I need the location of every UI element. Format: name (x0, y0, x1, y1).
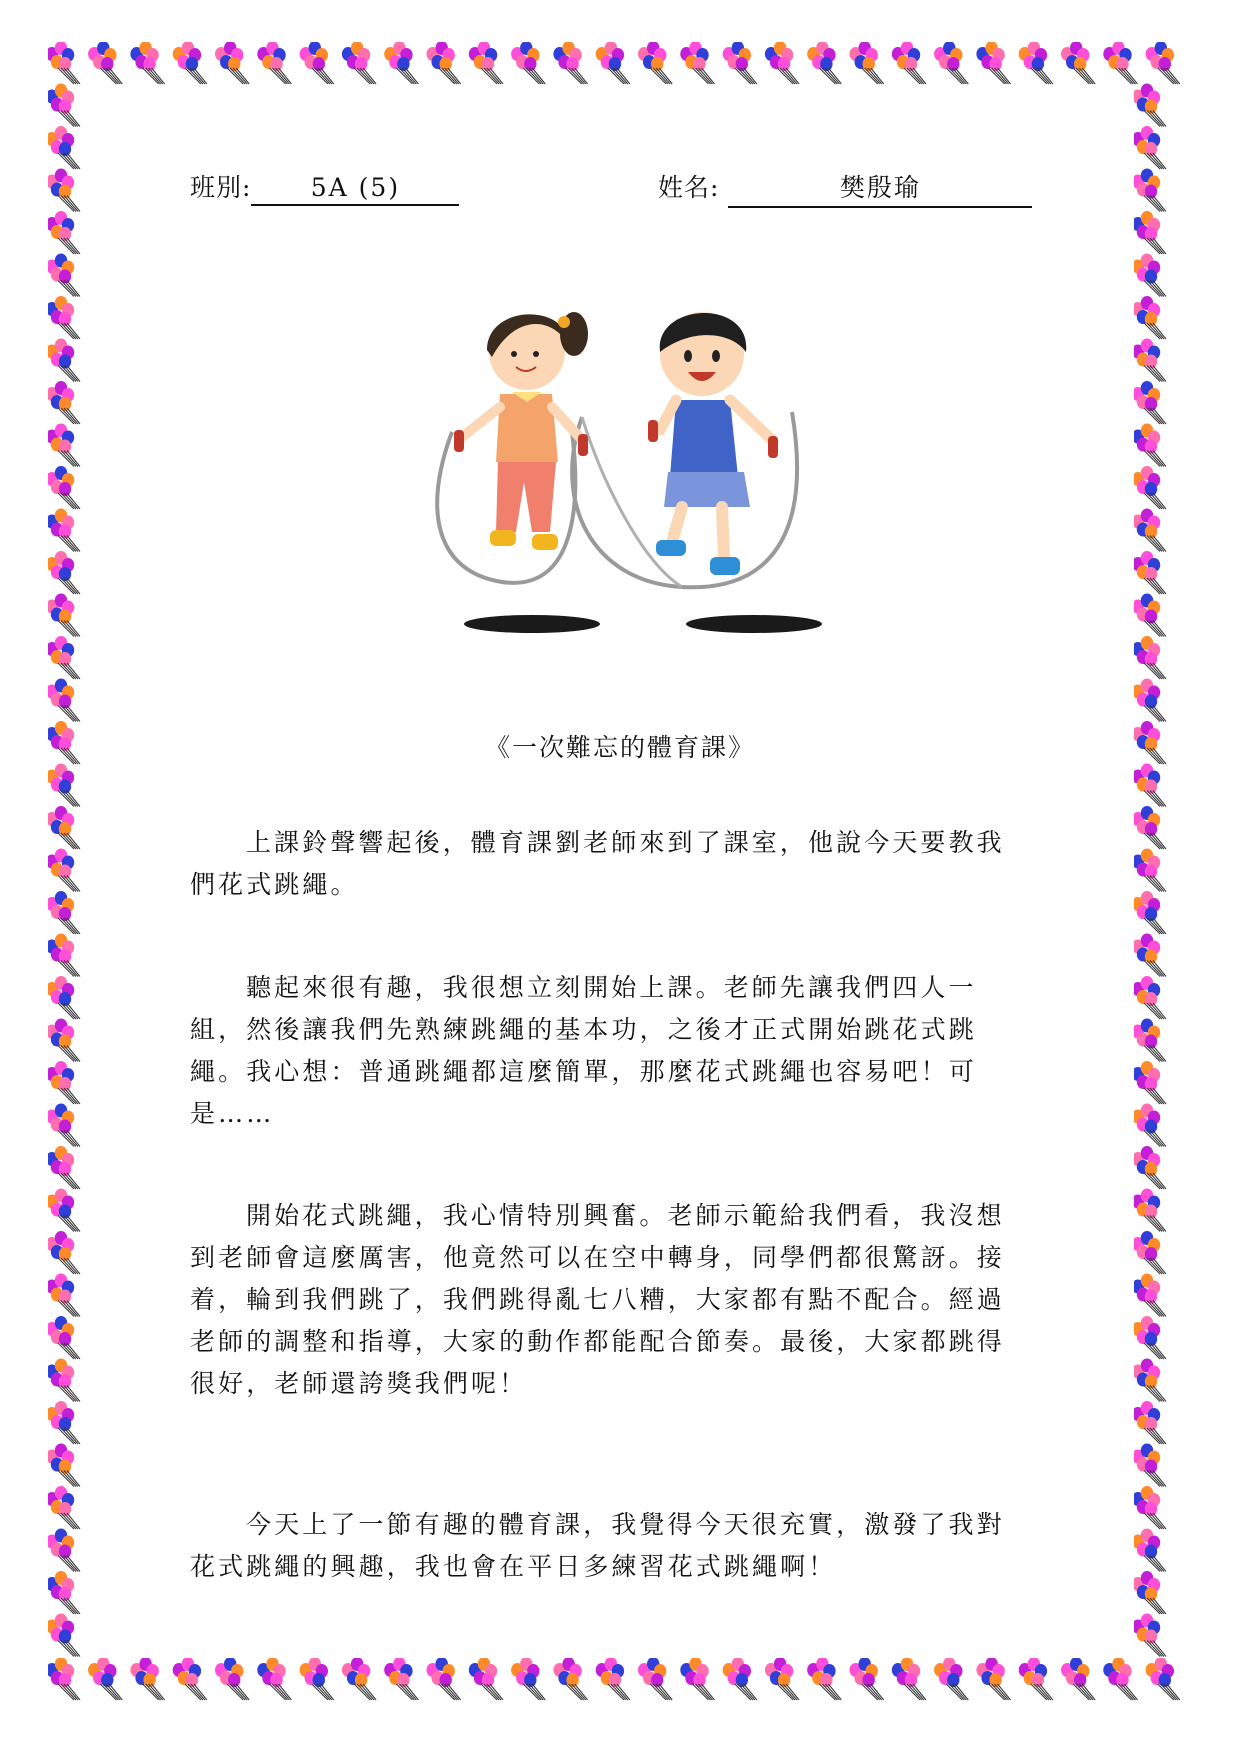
balloon-bunch-icon (48, 1274, 80, 1317)
balloon-bunch-icon (257, 1658, 291, 1700)
balloon-bunch-icon (723, 1658, 757, 1700)
balloon-bunch-icon (1134, 1189, 1166, 1232)
children-jumping-rope-illustration (432, 312, 906, 642)
balloon-bunch-icon (48, 169, 80, 212)
balloon-bunch-icon (48, 934, 80, 977)
balloon-bunch-icon (173, 42, 207, 84)
balloon-bunch-icon (1019, 42, 1053, 84)
balloon-bunch-icon (427, 42, 461, 84)
class-field (190, 168, 459, 206)
balloon-bunch-icon (596, 42, 630, 84)
balloon-bunch-icon (469, 1658, 503, 1700)
balloon-bunch-icon (1134, 679, 1166, 722)
balloon-bunch-icon (48, 126, 80, 169)
balloon-bunch-icon (596, 1658, 630, 1700)
class-value: 5A (5) (251, 173, 459, 206)
balloon-bunch-icon (1134, 509, 1166, 552)
balloon-bunch-icon (427, 1658, 461, 1700)
balloon-bunch-icon (1134, 1316, 1166, 1359)
balloon-bunch-icon (638, 42, 672, 84)
balloon-bunch-icon (48, 339, 80, 382)
balloon-bunch-icon (1134, 84, 1166, 127)
balloon-bunch-icon (384, 1658, 418, 1700)
name-field (658, 168, 1032, 208)
balloon-bunch-icon (1134, 466, 1166, 509)
balloon-bunch-icon (934, 42, 968, 84)
balloon-bunch-icon (48, 636, 80, 679)
balloon-bunch-icon (1134, 1444, 1166, 1487)
balloon-bunch-icon (892, 1658, 926, 1700)
balloon-bunch-icon (680, 42, 714, 84)
balloon-bunch-icon (1134, 636, 1166, 679)
balloon-bunch-icon (892, 42, 926, 84)
balloon-bunch-icon (342, 1658, 376, 1700)
balloon-bunch-icon (1134, 169, 1166, 212)
balloon-border-right (1134, 42, 1184, 1710)
balloon-bunch-icon (976, 1658, 1010, 1700)
name-value: 樊殷瑜 (728, 168, 1032, 208)
essay-paragraph: 開始花式跳繩，我心情特別興奮。老師示範給我們看，我沒想到老師會這麼厲害，他竟然可以在空中轉身，同學們都很驚訝。接着，輪到我們跳了，我們跳得亂七八糟，大家都有點不配合。經過老師的調整和指導，大家的動作都能配合節奏。最後，大家都跳得很好，老師還誇獎我們呢！ (190, 1201, 1005, 1398)
balloon-bunch-icon (511, 42, 545, 84)
balloon-bunch-icon (48, 1019, 80, 1062)
balloon-bunch-icon (1134, 1104, 1166, 1147)
balloon-bunch-icon (48, 84, 80, 127)
balloon-bunch-icon (48, 1401, 80, 1444)
balloon-border-left (48, 42, 98, 1710)
balloon-bunch-icon (1134, 806, 1166, 849)
balloon-bunch-icon (1134, 594, 1166, 637)
balloon-bunch-icon (1134, 934, 1166, 977)
balloon-bunch-icon (638, 1658, 672, 1700)
balloon-bunch-icon (1134, 296, 1166, 339)
balloon-bunch-icon (215, 42, 249, 84)
balloon-bunch-icon (680, 1658, 714, 1700)
essay-title: 《一次難忘的體育課》 (484, 733, 755, 762)
balloon-bunch-icon (48, 551, 80, 594)
balloon-bunch-icon (48, 1146, 80, 1189)
balloon-bunch-icon (1061, 1658, 1095, 1700)
balloon-bunch-icon (1134, 976, 1166, 1019)
balloon-bunch-icon (723, 42, 757, 84)
essay-paragraph: 聽起來很有趣，我很想立刻開始上課。老師先讓我們四人一組，然後讓我們先熟練跳繩的基本功，之後才正式開始跳花式跳繩。我心想：普通跳繩都這麼簡單，那麼花式跳繩也容易吧！可是…… (190, 973, 977, 1128)
balloon-bunch-icon (1134, 1571, 1166, 1614)
balloon-bunch-icon (1134, 1529, 1166, 1572)
balloon-bunch-icon (300, 1658, 334, 1700)
balloon-bunch-icon (1134, 551, 1166, 594)
balloon-bunch-icon (48, 1189, 80, 1232)
balloon-bunch-icon (130, 1658, 164, 1700)
balloon-bunch-icon (1134, 1231, 1166, 1274)
balloon-bunch-icon (300, 42, 334, 84)
balloon-bunch-icon (48, 1104, 80, 1147)
balloon-bunch-icon (807, 1658, 841, 1700)
balloon-bunch-icon (1134, 211, 1166, 254)
balloon-bunch-icon (48, 976, 80, 1019)
balloon-bunch-icon (173, 1658, 207, 1700)
balloon-bunch-icon (1134, 1486, 1166, 1529)
balloon-border-bottom (48, 1658, 1184, 1710)
balloon-bunch-icon (342, 42, 376, 84)
balloon-bunch-icon (511, 1658, 545, 1700)
balloon-bunch-icon (48, 1529, 80, 1572)
balloon-bunch-icon (1134, 849, 1166, 892)
balloon-bunch-icon (469, 42, 503, 84)
balloon-bunch-icon (130, 42, 164, 84)
class-label: 班別: (190, 173, 252, 202)
balloon-bunch-icon (48, 849, 80, 892)
essay-paragraph: 今天上了一節有趣的體育課，我覺得今天很充實，激發了我對花式跳繩的興趣，我也會在平日多練習花式跳繩啊！ (190, 1510, 1005, 1581)
balloon-bunch-icon (553, 1658, 587, 1700)
balloon-bunch-icon (1134, 1019, 1166, 1062)
girl-figure (454, 312, 588, 550)
balloon-bunch-icon (48, 1444, 80, 1487)
balloon-bunch-icon (384, 42, 418, 84)
balloon-bunch-icon (1061, 42, 1095, 84)
balloon-bunch-icon (1134, 126, 1166, 169)
balloon-bunch-icon (1103, 1658, 1137, 1700)
balloon-border-top (48, 42, 1184, 94)
balloon-bunch-icon (48, 1486, 80, 1529)
balloon-bunch-icon (48, 1316, 80, 1359)
balloon-bunch-icon (48, 296, 80, 339)
balloon-bunch-icon (934, 1658, 968, 1700)
balloon-bunch-icon (1019, 1658, 1053, 1700)
balloon-bunch-icon (48, 254, 80, 297)
balloon-bunch-icon (807, 42, 841, 84)
balloon-bunch-icon (48, 509, 80, 552)
balloon-bunch-icon (1134, 254, 1166, 297)
balloon-bunch-icon (48, 1571, 80, 1614)
name-label: 姓名: (658, 173, 720, 202)
balloon-bunch-icon (48, 1359, 80, 1402)
balloon-bunch-icon (257, 42, 291, 84)
balloon-bunch-icon (1103, 42, 1137, 84)
balloon-bunch-icon (850, 1658, 884, 1700)
balloon-bunch-icon (1134, 1401, 1166, 1444)
balloon-bunch-icon (553, 42, 587, 84)
balloon-bunch-icon (850, 42, 884, 84)
balloon-bunch-icon (48, 891, 80, 934)
balloon-bunch-icon (1134, 1359, 1166, 1402)
balloon-bunch-icon (48, 764, 80, 807)
balloon-bunch-icon (1134, 339, 1166, 382)
balloon-bunch-icon (215, 1658, 249, 1700)
balloon-bunch-icon (48, 211, 80, 254)
balloon-bunch-icon (48, 806, 80, 849)
balloon-bunch-icon (1134, 1274, 1166, 1317)
essay-paragraph: 上課鈴聲響起後，體育課劉老師來到了課室，他說今天要教我們花式跳繩。 (190, 828, 1005, 899)
balloon-bunch-icon (1134, 1614, 1166, 1657)
balloon-bunch-icon (1134, 424, 1166, 467)
balloon-bunch-icon (48, 466, 80, 509)
boy-figure (648, 312, 778, 575)
balloon-bunch-icon (765, 1658, 799, 1700)
balloon-bunch-icon (48, 1061, 80, 1104)
balloon-bunch-icon (1134, 764, 1166, 807)
balloon-bunch-icon (48, 1231, 80, 1274)
balloon-bunch-icon (1134, 891, 1166, 934)
balloon-bunch-icon (1134, 1146, 1166, 1189)
balloon-bunch-icon (1134, 381, 1166, 424)
balloon-bunch-icon (48, 381, 80, 424)
balloon-bunch-icon (48, 424, 80, 467)
balloon-bunch-icon (1134, 1061, 1166, 1104)
balloon-bunch-icon (48, 1614, 80, 1657)
balloon-bunch-icon (765, 42, 799, 84)
balloon-bunch-icon (976, 42, 1010, 84)
balloon-bunch-icon (48, 679, 80, 722)
balloon-bunch-icon (48, 594, 80, 637)
